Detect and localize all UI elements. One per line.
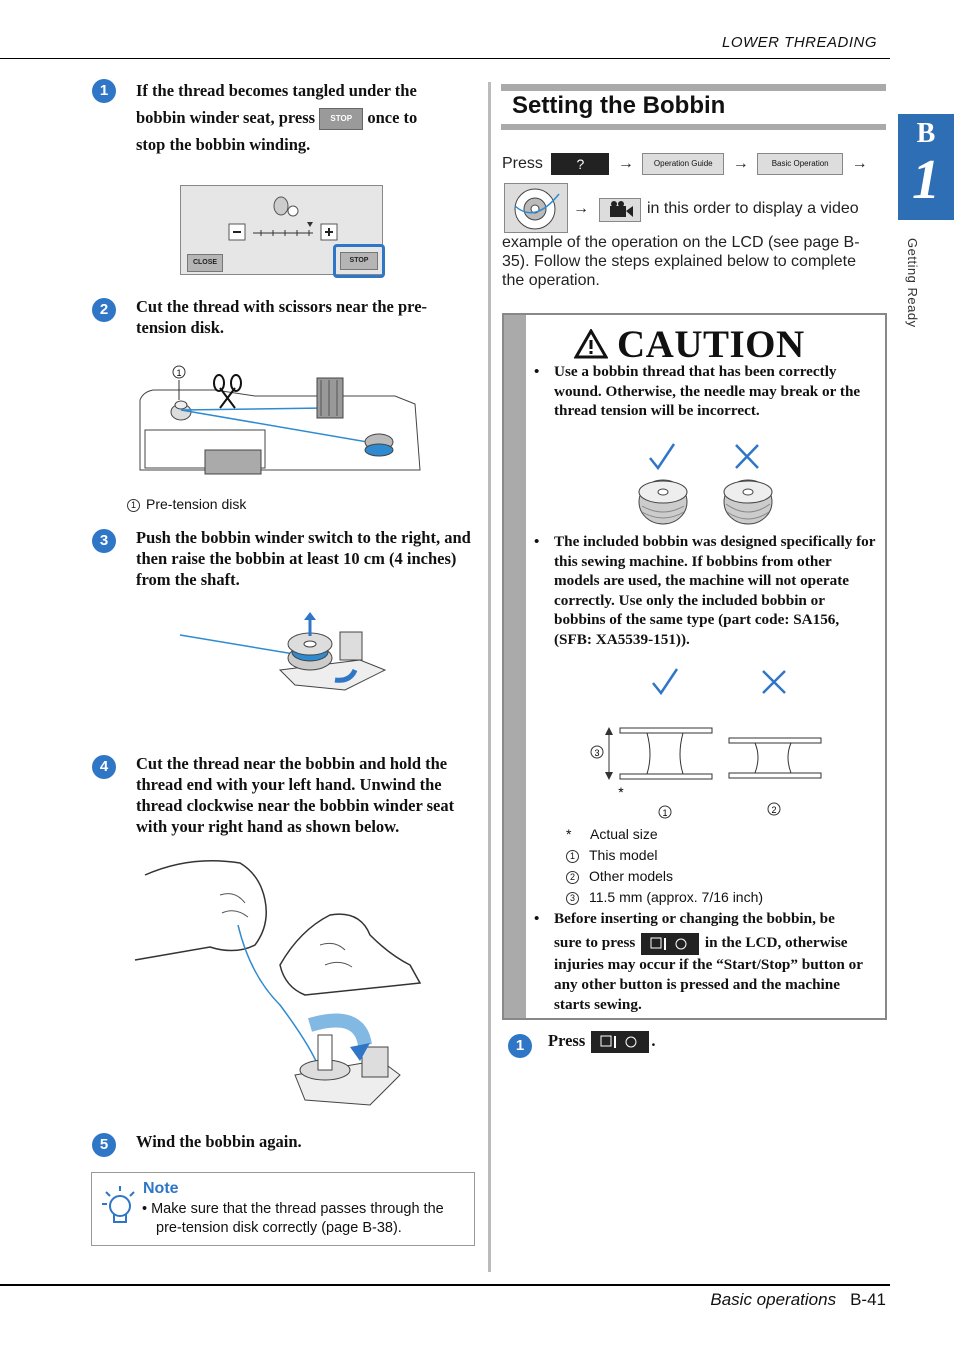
legend-row bbox=[566, 887, 876, 908]
fig2-caption-text: Pre-tension disk bbox=[146, 496, 247, 512]
legend-text: This model bbox=[589, 847, 658, 863]
step-1-text-c: once to bbox=[367, 108, 418, 127]
note-text: • Make sure that the thread passes through the pre-tension disk correctly (page B-38). bbox=[142, 1201, 444, 1236]
footer-section: Basic operations bbox=[710, 1290, 837, 1309]
press-sequence-line bbox=[502, 153, 882, 175]
step-badge-3: 3 bbox=[92, 529, 116, 553]
legend-text: 11.5 mm (approx. 7/16 inch) bbox=[589, 889, 764, 905]
legend-text: Actual size bbox=[590, 826, 658, 842]
chapter-label: Getting Ready bbox=[905, 238, 920, 328]
step-4-text: Cut the thread near the bobbin and hold the thread end with your left hand. Unwind the thread clockwise near the bobbin winder seat with your right hand as shown below. bbox=[136, 754, 455, 836]
column-divider bbox=[488, 82, 491, 1272]
step-badge-4: 4 bbox=[92, 755, 116, 779]
bobbin-disc-icon bbox=[505, 184, 569, 234]
step-3-text: Push the bobbin winder switch to the right, and then raise the bobbin at least 10 cm (4 inches) from the shaft. bbox=[136, 528, 471, 589]
legend-mark: 3 bbox=[566, 892, 579, 905]
caution-item-2 bbox=[534, 532, 879, 649]
order-text: in this order to display a video bbox=[647, 200, 859, 217]
bobbin-lock-button-icon-2 bbox=[591, 1031, 649, 1053]
warning-triangle-icon bbox=[574, 329, 608, 359]
bobbin-lock-button-icon bbox=[641, 933, 699, 955]
arrow-2: → bbox=[732, 155, 749, 173]
operation-guide-button-icon: Operation Guide bbox=[642, 153, 724, 175]
pre-tension-disk-illustration bbox=[135, 360, 425, 485]
check-icon-2 bbox=[653, 669, 677, 693]
press-label: Press bbox=[502, 155, 543, 173]
legend-text: Other models bbox=[589, 868, 674, 884]
step-2-text: Cut the thread with scissors near the pre-tension disk. bbox=[136, 297, 428, 337]
video-camera-icon bbox=[600, 199, 642, 223]
caution-item-3-text-c: in the LCD, otherwise bbox=[704, 934, 848, 951]
lightbulb-icon bbox=[100, 1182, 136, 1230]
presser-lock-icon-2 bbox=[591, 1031, 649, 1053]
legend-row bbox=[566, 824, 876, 845]
cross-icon-2 bbox=[763, 671, 785, 693]
stop-button-icon: STOP bbox=[319, 108, 363, 130]
chapter-tab bbox=[898, 114, 954, 220]
step-5-text: Wind the bobbin again. bbox=[136, 1132, 302, 1151]
section-title: Setting the Bobbin bbox=[512, 92, 726, 119]
fig-callout-star: * bbox=[618, 784, 624, 800]
page-number: B-41 bbox=[850, 1290, 886, 1309]
step-1-text-a: If the thread becomes tangled under the bbox=[136, 81, 417, 100]
step-1-text-d: stop the bobbin winding. bbox=[136, 135, 311, 154]
footer-rule bbox=[0, 1284, 890, 1286]
fig-callout-3: 3 bbox=[594, 748, 600, 758]
video-button-icon bbox=[599, 198, 641, 222]
raise-bobbin-illustration bbox=[175, 610, 390, 695]
lcd-stop-button: STOP bbox=[340, 252, 378, 270]
figure-legend bbox=[566, 824, 876, 908]
caution-item-2-text: The included bobbin was designed specifically for this sewing machine. If bobbins from other models are used, the machine will not operate correctly. Use only the included bobbin or bobbins of the same type (part code: SA156, (SFB: XA5539-151)). bbox=[554, 533, 876, 648]
fig2-callout-1: 1 bbox=[176, 368, 182, 378]
legend-row bbox=[566, 866, 876, 887]
arrow-3: → bbox=[851, 155, 868, 173]
caution-item-3-text-b: sure to press bbox=[554, 934, 636, 951]
right-step-1-text bbox=[548, 1030, 656, 1053]
bobbin-setting-button-icon bbox=[504, 183, 568, 233]
step-badge-5: 5 bbox=[92, 1133, 116, 1157]
caution-item-3-text-d: injuries may occur if the “Start/Stop” button or any other button is pressed and the machine starts sewing. bbox=[554, 955, 863, 1013]
check-icon bbox=[650, 444, 674, 468]
step-1-text bbox=[136, 77, 476, 158]
legend-mark: * bbox=[566, 826, 572, 842]
basic-operation-button-icon: Basic Operation bbox=[757, 153, 843, 175]
bobbin-winding-comparison-illustration bbox=[630, 440, 780, 530]
lcd-panel bbox=[180, 185, 383, 275]
right-step-badge-1: 1 bbox=[508, 1034, 532, 1058]
fig2-caption-marker: 1 bbox=[127, 499, 140, 512]
legend-row bbox=[566, 845, 876, 866]
note-title: Note bbox=[143, 1180, 179, 1197]
running-header: LOWER THREADING bbox=[721, 34, 877, 51]
legend-mark: 1 bbox=[566, 850, 579, 863]
caution-item-1-text: Use a bobbin thread that has been correctly wound. Otherwise, the needle may break or the thread tension will be incorrect. bbox=[554, 363, 861, 419]
chapter-letter: B bbox=[916, 118, 936, 149]
fig-callout-1: 1 bbox=[662, 808, 668, 818]
fig-callout-2: 2 bbox=[771, 805, 777, 815]
chapter-number: 1 bbox=[912, 149, 940, 211]
caution-item-1 bbox=[534, 362, 879, 421]
arrow-1: → bbox=[617, 155, 634, 173]
step-badge-2: 2 bbox=[92, 298, 116, 322]
bullet-3: • bbox=[534, 910, 540, 927]
step-1-text-b: bobbin winder seat, press bbox=[136, 108, 316, 127]
right-step-1-press: Press bbox=[548, 1031, 586, 1050]
arrow-4: → bbox=[573, 200, 589, 217]
step-badge-1: 1 bbox=[92, 79, 116, 103]
caution-item-3-text-a: Before inserting or changing the bobbin, be bbox=[554, 910, 835, 927]
intro-paragraph: example of the operation on the LCD (see page B-35). Follow the steps explained below to complete the operation. bbox=[502, 234, 860, 289]
help-button-icon: ? bbox=[551, 153, 609, 175]
caution-strip bbox=[504, 315, 526, 1018]
fig2-caption bbox=[127, 496, 246, 512]
caution-item-3 bbox=[534, 909, 879, 1015]
bobbin-size-comparison-illustration bbox=[585, 665, 835, 823]
right-step-1-tail: . bbox=[651, 1031, 656, 1050]
bullet-2: • bbox=[534, 533, 540, 550]
bullet-1: • bbox=[534, 363, 540, 380]
section-bar-top bbox=[501, 84, 886, 91]
header-rule bbox=[0, 58, 890, 59]
legend-mark: 2 bbox=[566, 871, 579, 884]
caution-title: CAUTION bbox=[617, 323, 805, 366]
cross-icon bbox=[736, 445, 758, 468]
hands-unwind-illustration bbox=[130, 855, 430, 1110]
footer bbox=[710, 1290, 886, 1310]
presser-lock-icon bbox=[641, 933, 699, 955]
section-bar-bottom bbox=[501, 124, 886, 130]
lcd-close-button: CLOSE bbox=[187, 254, 223, 272]
